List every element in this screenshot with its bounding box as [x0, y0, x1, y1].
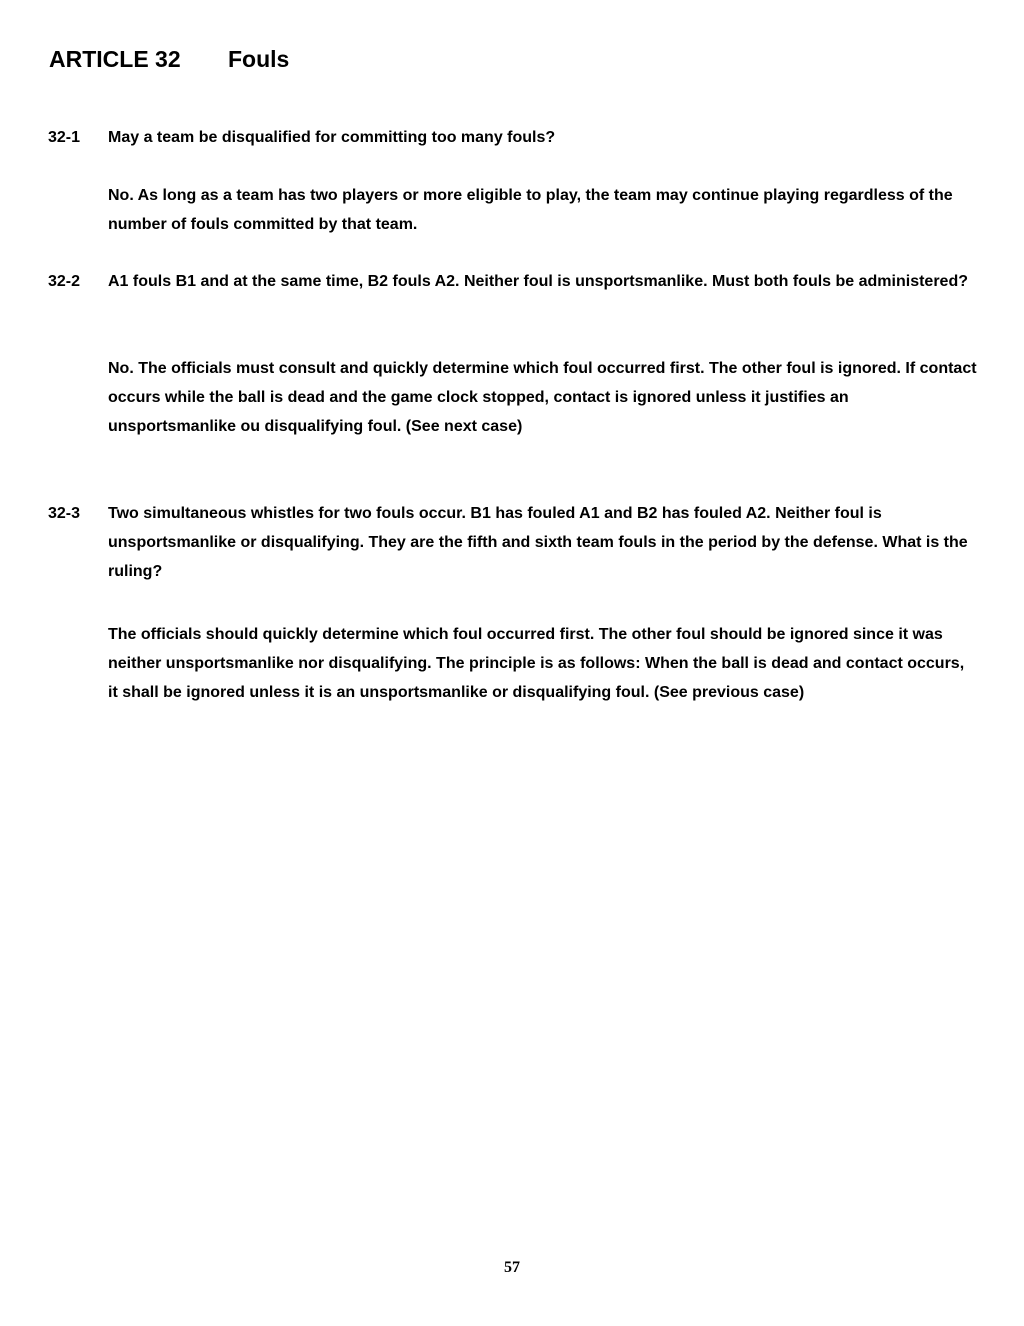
- article-number: ARTICLE 32: [49, 46, 181, 72]
- article-heading: [49, 46, 290, 73]
- case-question: A1 fouls B1 and at the same time, B2 fouls A2. Neither foul is unsportsmanlike. Must both fouls be administered?: [108, 273, 968, 290]
- page-number: 57: [504, 1259, 520, 1276]
- case-number: 32-2: [48, 273, 81, 290]
- case-answer: No. The officials must consult and quickly determine which foul occurred first. The other foul is ignored. If contact occurs while the ball is dead and the game clock stopped, contact is ignored unless it justifies an unsportsmanlike ou disqualifying foul. (See next case): [108, 360, 977, 435]
- case-number: 32-3: [48, 505, 81, 522]
- article-title: Fouls: [228, 46, 290, 72]
- case-question: May a team be disqualified for committing too many fouls?: [108, 129, 556, 146]
- case-number: 32-1: [48, 129, 81, 146]
- case-answer: No. As long as a team has two players or more eligible to play, the team may continue playing regardless of the number of fouls committed by that team.: [108, 187, 953, 233]
- case-answer: The officials should quickly determine which foul occurred first. The other foul should be ignored since it was neither unsportsmanlike nor disqualifying. The principle is as follows: When the ball is dead and contact occurs, it shall be ignored unless it is an unsportsmanlike or disqualifying foul. (See previous case): [108, 626, 965, 701]
- case-question: Two simultaneous whistles for two fouls occur. B1 has fouled A1 and B2 has fouled A2. Neither foul is unsportsmanlike or disqualifying. They are the fifth and sixth team fouls in the period by the defense. What is the ruling?: [108, 505, 968, 580]
